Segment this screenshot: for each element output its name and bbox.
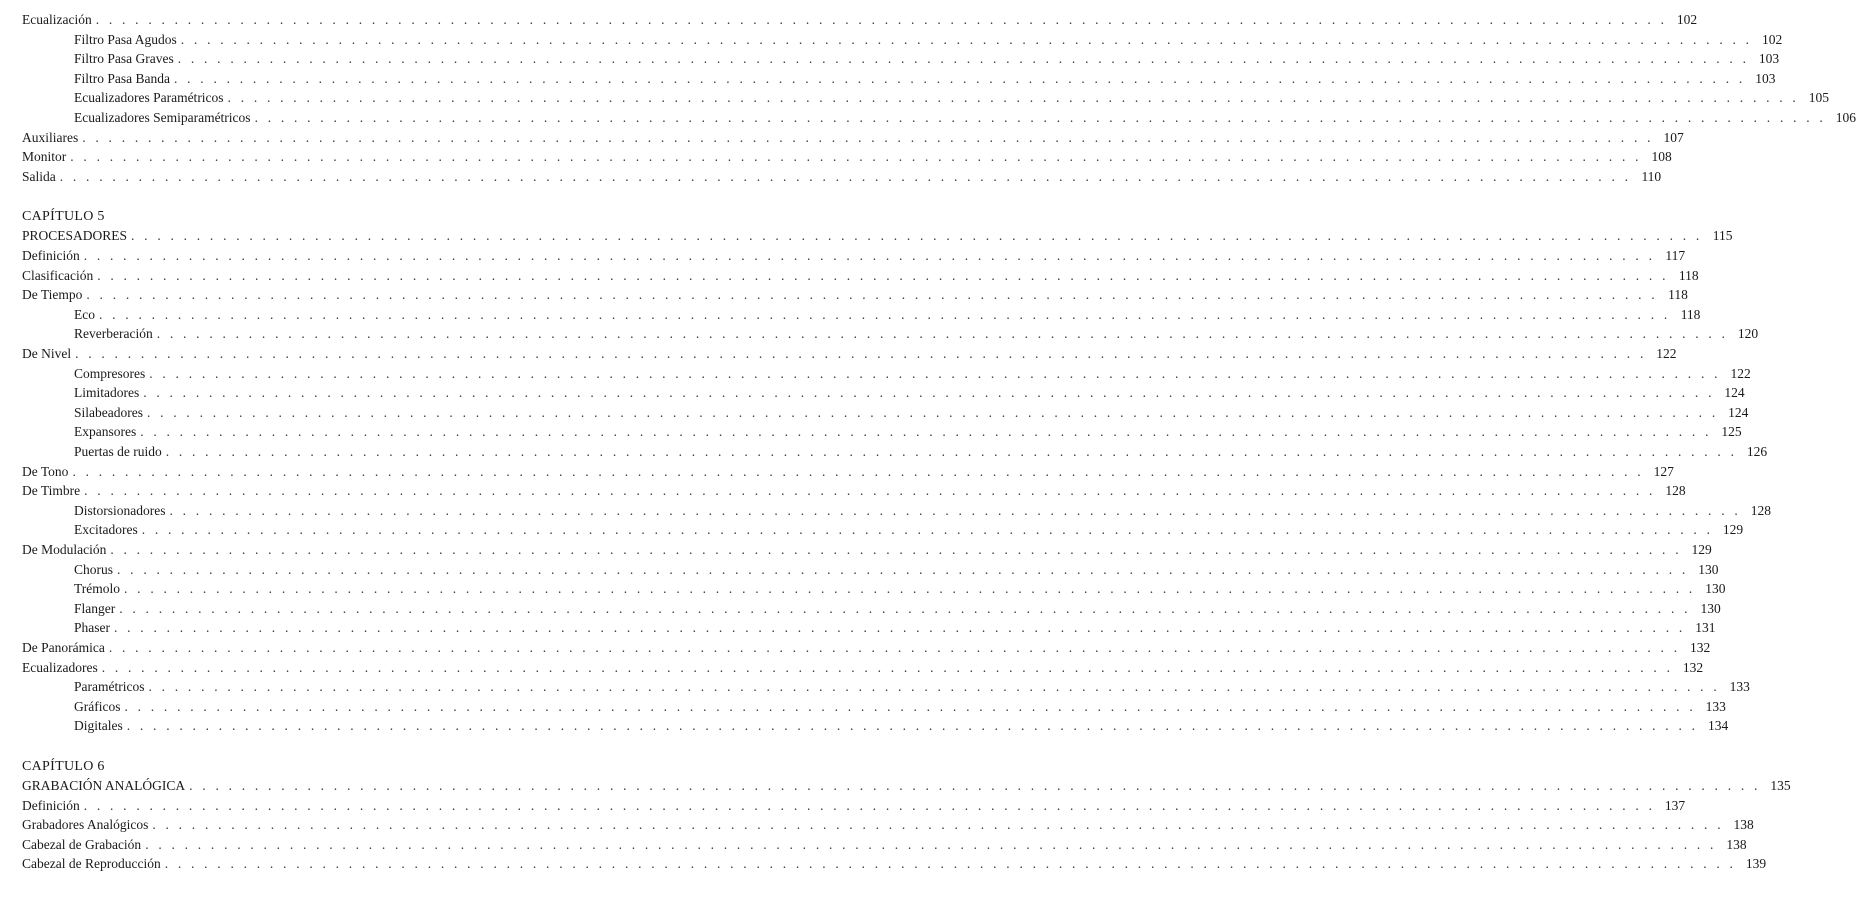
- toc-subentry: [74, 718, 1729, 736]
- page-number: 139: [1745, 856, 1767, 872]
- toc-subentry: [74, 404, 1749, 423]
- entry-label: Excitadores: [74, 522, 138, 538]
- entry-label: Salida: [22, 168, 56, 184]
- page-number: 103: [1758, 51, 1780, 67]
- chapter-heading: CAPÍTULO 5: [22, 209, 105, 225]
- toc-entry: [22, 12, 1698, 30]
- entry-label: Chorus: [74, 561, 114, 577]
- page-number: 125: [1721, 424, 1742, 440]
- entry-label: De Tiempo: [22, 287, 83, 303]
- entry-label: Distorsionadores: [74, 502, 166, 518]
- dot-leader: . . . . . . . . . . . . . . . . . . . . . . . . . . . . . . . . . . . . . . . . . . . . . . . . . . . . . . . . . . . . . . . . . . . . . . . . . . . . . . . . . . . . . . . . . . . . . . . . . . . . . . . . . . . . . . . . . . . . . . . .: [152, 817, 1724, 833]
- toc-subentry: [74, 326, 1759, 344]
- page-number: 118: [1680, 306, 1701, 322]
- toc-entry: [22, 778, 1791, 796]
- toc-entry: [22, 346, 1677, 364]
- entry-label: De Tono: [22, 463, 69, 479]
- page-number: 124: [1724, 385, 1745, 401]
- page-number: 128: [1665, 483, 1686, 499]
- page-number: 132: [1690, 640, 1711, 655]
- dot-leader: . . . . . . . . . . . . . . . . . . . . . . . . . . . . . . . . . . . . . . . . . . . . . . . . . . . . . . . . . . . . . . . . . . . . . . . . . . . . . . . . . . . . . . . . . . . . . . . . . . . . . . . . . . . . . . . . . . . . . . . .: [114, 620, 1686, 636]
- toc-entry: [22, 149, 1672, 167]
- toc-entry: [22, 168, 1662, 187]
- toc-entry: [22, 248, 1686, 266]
- dot-leader: . . . . . . . . . . . . . . . . . . . . . . . . . . . . . . . . . . . . . . . . . . . . . . . . . . . . . . . . . . . . . . . . . . . . . . . . . . . . . . . . . . . . . . . . . . . . . . . . . . . . . . . . . . . . . . . . . . . . . . . .: [70, 149, 1642, 165]
- page-number: 133: [1705, 698, 1726, 714]
- entry-label: Trémolo: [74, 581, 121, 597]
- dot-leader: . . . . . . . . . . . . . . . . . . . . . . . . . . . . . . . . . . . . . . . . . . . . . . . . . . . . . . . . . . . . . . . . . . . . . . . . . . . . . . . . . . . . . . . . . . . . . . . . . . . . . . . . . . . . . . . . . . . . . . . .: [99, 306, 1671, 322]
- entry-label: Definición: [22, 248, 80, 263]
- page-number: 130: [1698, 561, 1719, 577]
- page-number: 127: [1653, 463, 1674, 479]
- page-number: 129: [1722, 522, 1744, 538]
- toc-entry: [22, 542, 1712, 560]
- chapter-heading: CAPÍTULO 6: [22, 759, 105, 774]
- entry-label: Reverberación: [74, 326, 153, 342]
- dot-leader: . . . . . . . . . . . . . . . . . . . . . . . . . . . . . . . . . . . . . . . . . . . . . . . . . . . . . . . . . . . . . . . . . . . . . . . . . . . . . . . . . . . . . . . . . . . . . . . . . . . . . . . . . . . . . . . . . . . . . . . .: [164, 856, 1737, 872]
- entry-label: Expansores: [74, 424, 137, 440]
- toc-subentry: [74, 424, 1742, 442]
- page-number: 130: [1705, 581, 1726, 597]
- page-number: 103: [1755, 70, 1776, 86]
- page-number: 107: [1663, 129, 1684, 145]
- dot-leader: . . . . . . . . . . . . . . . . . . . . . . . . . . . . . . . . . . . . . . . . . . . . . . . . . . . . . . . . . . . . . . . . . . . . . . . . . . . . . . . . . . . . . . . . . . . . . . . . . . . . . . . . . . . . . . . . . . . . . . . .: [169, 502, 1741, 518]
- page-number: 130: [1700, 600, 1721, 616]
- entry-label: Silabeadores: [74, 404, 143, 420]
- page-number: 129: [1691, 542, 1712, 557]
- entry-label: Filtro Pasa Banda: [74, 70, 170, 86]
- page-number: 108: [1651, 149, 1672, 165]
- entry-label: Paramétricos: [74, 679, 145, 695]
- dot-leader: . . . . . . . . . . . . . . . . . . . . . . . . . . . . . . . . . . . . . . . . . . . . . . . . . . . . . . . . . . . . . . . . . . . . . . . . . . . . . . . . . . . . . . . . . . . . . . . . . . . . . . . . . . . . . . . . . . . . . . . .: [101, 659, 1674, 675]
- dot-leader: . . . . . . . . . . . . . . . . . . . . . . . . . . . . . . . . . . . . . . . . . . . . . . . . . . . . . . . . . . . . . . . . . . . . . . . . . . . . . . . . . . . . . . . . . . . . . . . . . . . . . . . . . . . . . . . . . . . . . . . .: [86, 287, 1658, 303]
- entry-label: Puertas de ruido: [74, 444, 162, 459]
- toc-entry: [22, 228, 1733, 246]
- page-number: 105: [1808, 90, 1829, 106]
- entry-label: Phaser: [74, 620, 110, 636]
- toc-subentry: [74, 306, 1701, 325]
- toc-subentry: [74, 561, 1719, 580]
- dot-leader: . . . . . . . . . . . . . . . . . . . . . . . . . . . . . . . . . . . . . . . . . . . . . . . . . . . . . . . . . . . . . . . . . . . . . . . . . . . . . . . . . . . . . . . . . . . . . . . . . . . . . . . . . . . . . . . . . . . . . . . .: [75, 346, 1647, 361]
- toc-subentry: [74, 600, 1721, 619]
- entry-label: Ecualizadores Paramétricos: [74, 90, 224, 106]
- toc-subentry: [74, 522, 1744, 540]
- entry-label: Grabadores Analógicos: [22, 817, 149, 833]
- entry-label: Eco: [74, 306, 95, 322]
- dot-leader: . . . . . . . . . . . . . . . . . . . . . . . . . . . . . . . . . . . . . . . . . . . . . . . . . . . . . . . . . . . . . . . . . . . . . . . . . . . . . . . . . . . . . . . . . . . . . . . . . . . . . . . . . . . . . . . . . . . . . . . .: [83, 248, 1656, 263]
- toc-subentry: [74, 620, 1716, 638]
- entry-label: Clasificación: [22, 267, 94, 283]
- toc-entry: [22, 640, 1711, 658]
- page-number: 122: [1656, 346, 1677, 361]
- page-number: 135: [1770, 778, 1791, 793]
- toc-subentry: [74, 679, 1750, 697]
- page-number: 122: [1730, 365, 1751, 381]
- entry-label: Limitadores: [74, 385, 140, 401]
- dot-leader: . . . . . . . . . . . . . . . . . . . . . . . . . . . . . . . . . . . . . . . . . . . . . . . . . . . . . . . . . . . . . . . . . . . . . . . . . . . . . . . . . . . . . . . . . . . . . . . . . . . . . . . . . . . . . . . . . . . . . . . .: [95, 12, 1668, 27]
- page-number: 138: [1733, 817, 1754, 833]
- entry-label: Filtro Pasa Graves: [74, 51, 174, 67]
- entry-label: Cabezal de Reproducción: [22, 856, 161, 872]
- entry-label: PROCESADORES: [22, 228, 128, 244]
- toc-entry: [22, 856, 1767, 874]
- dot-leader: . . . . . . . . . . . . . . . . . . . . . . . . . . . . . . . . . . . . . . . . . . . . . . . . . . . . . . . . . . . . . . . . . . . . . . . . . . . . . . . . . . . . . . . . . . . . . . . . . . . . . . . . . . . . . . . . . . . . . . . .: [124, 581, 1696, 597]
- page-number: 128: [1750, 502, 1771, 518]
- toc-entry: [22, 817, 1754, 835]
- dot-leader: . . . . . . . . . . . . . . . . . . . . . . . . . . . . . . . . . . . . . . . . . . . . . . . . . . . . . . . . . . . . . . . . . . . . . . . . . . . . . . . . . . . . . . . . . . . . . . . . . . . . . . . . . . . . . . . . . . . . . . . .: [148, 679, 1720, 695]
- dot-leader: . . . . . . . . . . . . . . . . . . . . . . . . . . . . . . . . . . . . . . . . . . . . . . . . . . . . . . . . . . . . . . . . . . . . . . . . . . . . . . . . . . . . . . . . . . . . . . . . . . . . . . . . . . . . . . . . . . . . . . . .: [165, 444, 1738, 459]
- dot-leader: . . . . . . . . . . . . . . . . . . . . . . . . . . . . . . . . . . . . . . . . . . . . . . . . . . . . . . . . . . . . . . . . . . . . . . . . . . . . . . . . . . . . . . . . . . . . . . . . . . . . . . . . . . . . . . . . . . . . . . . .: [126, 718, 1699, 734]
- page-number: 102: [1761, 31, 1783, 47]
- dot-leader: . . . . . . . . . . . . . . . . . . . . . . . . . . . . . . . . . . . . . . . . . . . . . . . . . . . . . . . . . . . . . . . . . . . . . . . . . . . . . . . . . . . . . . . . . . . . . . . . . . . . . . . . . . . . . . . . . . . . . . . .: [97, 267, 1669, 283]
- dot-leader: . . . . . . . . . . . . . . . . . . . . . . . . . . . . . . . . . . . . . . . . . . . . . . . . . . . . . . . . . . . . . . . . . . . . . . . . . . . . . . . . . . . . . . . . . . . . . . . . . . . . . . . . . . . . . . . . . . . . . . . .: [124, 698, 1696, 714]
- toc-entry: [22, 267, 1699, 286]
- entry-label: Definición: [22, 797, 80, 813]
- dot-leader: . . . . . . . . . . . . . . . . . . . . . . . . . . . . . . . . . . . . . . . . . . . . . . . . . . . . . . . . . . . . . . . . . . . . . . . . . . . . . . . . . . . . . . . . . . . . . . . . . . . . . . . . . . . . . . . . . . . . . . . .: [254, 110, 1826, 125]
- toc-subentry: [74, 502, 1771, 521]
- dot-leader: . . . . . . . . . . . . . . . . . . . . . . . . . . . . . . . . . . . . . . . . . . . . . . . . . . . . . . . . . . . . . . . . . . . . . . . . . . . . . . . . . . . . . . . . . . . . . . . . . . . . . . . . . . . . . . . . . . . . . . . .: [143, 385, 1715, 401]
- entry-label: Cabezal de Grabación: [22, 836, 142, 852]
- dot-leader: . . . . . . . . . . . . . . . . . . . . . . . . . . . . . . . . . . . . . . . . . . . . . . . . . . . . . . . . . . . . . . . . . . . . . . . . . . . . . . . . . . . . . . . . . . . . . . . . . . . . . . . . . . . . . . . . . . . . . . . .: [189, 778, 1761, 793]
- toc-subentry: [74, 365, 1751, 384]
- toc-entry: [22, 287, 1688, 305]
- entry-label: Ecualización: [22, 12, 92, 27]
- dot-leader: . . . . . . . . . . . . . . . . . . . . . . . . . . . . . . . . . . . . . . . . . . . . . . . . . . . . . . . . . . . . . . . . . . . . . . . . . . . . . . . . . . . . . . . . . . . . . . . . . . . . . . . . . . . . . . . . . . . . . . . .: [180, 31, 1753, 47]
- page-number: 120: [1737, 326, 1759, 342]
- dot-leader: . . . . . . . . . . . . . . . . . . . . . . . . . . . . . . . . . . . . . . . . . . . . . . . . . . . . . . . . . . . . . . . . . . . . . . . . . . . . . . . . . . . . . . . . . . . . . . . . . . . . . . . . . . . . . . . . . . . . . . . .: [83, 797, 1656, 813]
- dot-leader: . . . . . . . . . . . . . . . . . . . . . . . . . . . . . . . . . . . . . . . . . . . . . . . . . . . . . . . . . . . . . . . . . . . . . . . . . . . . . . . . . . . . . . . . . . . . . . . . . . . . . . . . . . . . . . . . . . . . . . . .: [227, 90, 1799, 106]
- entry-label: De Nivel: [22, 346, 72, 361]
- entry-label: Monitor: [22, 149, 67, 165]
- toc-subentry: [74, 110, 1856, 128]
- page-number: 106: [1835, 110, 1856, 125]
- page-number: 117: [1665, 248, 1686, 263]
- page-number: 137: [1664, 797, 1686, 813]
- toc-subentry: [74, 385, 1745, 403]
- dot-leader: . . . . . . . . . . . . . . . . . . . . . . . . . . . . . . . . . . . . . . . . . . . . . . . . . . . . . . . . . . . . . . . . . . . . . . . . . . . . . . . . . . . . . . . . . . . . . . . . . . . . . . . . . . . . . . . . . . . . . . . .: [140, 424, 1712, 440]
- toc-subentry: [74, 581, 1726, 599]
- toc-subentry: [74, 698, 1726, 717]
- dot-leader: . . . . . . . . . . . . . . . . . . . . . . . . . . . . . . . . . . . . . . . . . . . . . . . . . . . . . . . . . . . . . . . . . . . . . . . . . . . . . . . . . . . . . . . . . . . . . . . . . . . . . . . . . . . . . . . . . . . . . . . .: [119, 600, 1691, 616]
- toc-subentry: [74, 90, 1829, 108]
- entry-label: Filtro Pasa Agudos: [74, 31, 177, 47]
- dot-leader: . . . . . . . . . . . . . . . . . . . . . . . . . . . . . . . . . . . . . . . . . . . . . . . . . . . . . . . . . . . . . . . . . . . . . . . . . . . . . . . . . . . . . . . . . . . . . . . . . . . . . . . . . . . . . . . . . . . . . . . .: [141, 522, 1714, 538]
- dot-leader: . . . . . . . . . . . . . . . . . . . . . . . . . . . . . . . . . . . . . . . . . . . . . . . . . . . . . . . . . . . . . . . . . . . . . . . . . . . . . . . . . . . . . . . . . . . . . . . . . . . . . . . . . . . . . . . . . . . . . . . .: [145, 836, 1717, 852]
- entry-label: Gráficos: [74, 698, 121, 714]
- page-number: 118: [1678, 267, 1699, 283]
- page-number: 132: [1682, 659, 1704, 675]
- page-number: 131: [1695, 620, 1716, 636]
- dot-leader: . . . . . . . . . . . . . . . . . . . . . . . . . . . . . . . . . . . . . . . . . . . . . . . . . . . . . . . . . . . . . . . . . . . . . . . . . . . . . . . . . . . . . . . . . . . . . . . . . . . . . . . . . . . . . . . . . . . . . . . .: [84, 483, 1656, 499]
- dot-leader: . . . . . . . . . . . . . . . . . . . . . . . . . . . . . . . . . . . . . . . . . . . . . . . . . . . . . . . . . . . . . . . . . . . . . . . . . . . . . . . . . . . . . . . . . . . . . . . . . . . . . . . . . . . . . . . . . . . . . . . .: [117, 561, 1689, 577]
- toc-entry: [22, 659, 1704, 678]
- entry-label: Digitales: [74, 718, 123, 734]
- page-number: 133: [1729, 679, 1750, 695]
- dot-leader: . . . . . . . . . . . . . . . . . . . . . . . . . . . . . . . . . . . . . . . . . . . . . . . . . . . . . . . . . . . . . . . . . . . . . . . . . . . . . . . . . . . . . . . . . . . . . . . . . . . . . . . . . . . . . . . . . . . . . . . .: [108, 640, 1681, 655]
- entry-label: Auxiliares: [22, 129, 79, 145]
- toc-subentry: [74, 51, 1780, 69]
- entry-label: Flanger: [74, 600, 116, 616]
- dot-leader: . . . . . . . . . . . . . . . . . . . . . . . . . . . . . . . . . . . . . . . . . . . . . . . . . . . . . . . . . . . . . . . . . . . . . . . . . . . . . . . . . . . . . . . . . . . . . . . . . . . . . . . . . . . . . . . . . . . . . . . .: [110, 542, 1682, 557]
- page-number: 124: [1728, 404, 1749, 420]
- dot-leader: . . . . . . . . . . . . . . . . . . . . . . . . . . . . . . . . . . . . . . . . . . . . . . . . . . . . . . . . . . . . . . . . . . . . . . . . . . . . . . . . . . . . . . . . . . . . . . . . . . . . . . . . . . . . . . . . . . . . . . . .: [146, 404, 1719, 420]
- toc-subentry: [74, 444, 1768, 462]
- entry-label: Ecualizadores Semiparamétricos: [74, 110, 251, 125]
- toc-entry: [22, 483, 1686, 501]
- page-number: 138: [1726, 836, 1747, 852]
- page-number: 110: [1641, 168, 1662, 184]
- dot-leader: . . . . . . . . . . . . . . . . . . . . . . . . . . . . . . . . . . . . . . . . . . . . . . . . . . . . . . . . . . . . . . . . . . . . . . . . . . . . . . . . . . . . . . . . . . . . . . . . . . . . . . . . . . . . . . . . . . . . . . . .: [177, 51, 1750, 67]
- dot-leader: . . . . . . . . . . . . . . . . . . . . . . . . . . . . . . . . . . . . . . . . . . . . . . . . . . . . . . . . . . . . . . . . . . . . . . . . . . . . . . . . . . . . . . . . . . . . . . . . . . . . . . . . . . . . . . . . . . . . . . . .: [72, 463, 1644, 479]
- toc-entry: [22, 836, 1747, 855]
- dot-leader: . . . . . . . . . . . . . . . . . . . . . . . . . . . . . . . . . . . . . . . . . . . . . . . . . . . . . . . . . . . . . . . . . . . . . . . . . . . . . . . . . . . . . . . . . . . . . . . . . . . . . . . . . . . . . . . . . . . . . . . .: [174, 70, 1746, 86]
- entry-label: De Timbre: [22, 483, 81, 499]
- dot-leader: . . . . . . . . . . . . . . . . . . . . . . . . . . . . . . . . . . . . . . . . . . . . . . . . . . . . . . . . . . . . . . . . . . . . . . . . . . . . . . . . . . . . . . . . . . . . . . . . . . . . . . . . . . . . . . . . . . . . . . . .: [149, 365, 1721, 381]
- toc-entry: [22, 797, 1686, 816]
- entry-label: De Modulación: [22, 542, 107, 557]
- dot-leader: . . . . . . . . . . . . . . . . . . . . . . . . . . . . . . . . . . . . . . . . . . . . . . . . . . . . . . . . . . . . . . . . . . . . . . . . . . . . . . . . . . . . . . . . . . . . . . . . . . . . . . . . . . . . . . . . . . . . . . . .: [59, 168, 1632, 184]
- page-number: 134: [1707, 718, 1729, 734]
- toc-entry: [22, 129, 1684, 148]
- toc-subentry: [74, 31, 1783, 50]
- dot-leader: . . . . . . . . . . . . . . . . . . . . . . . . . . . . . . . . . . . . . . . . . . . . . . . . . . . . . . . . . . . . . . . . . . . . . . . . . . . . . . . . . . . . . . . . . . . . . . . . . . . . . . . . . . . . . . . . . . . . . . . .: [82, 129, 1654, 145]
- dot-leader: . . . . . . . . . . . . . . . . . . . . . . . . . . . . . . . . . . . . . . . . . . . . . . . . . . . . . . . . . . . . . . . . . . . . . . . . . . . . . . . . . . . . . . . . . . . . . . . . . . . . . . . . . . . . . . . . . . . . . . . .: [131, 228, 1703, 244]
- entry-label: De Panorámica: [22, 640, 105, 655]
- toc-subentry: [74, 70, 1776, 89]
- entry-label: GRABACIÓN ANALÓGICA: [22, 778, 186, 793]
- dot-leader: . . . . . . . . . . . . . . . . . . . . . . . . . . . . . . . . . . . . . . . . . . . . . . . . . . . . . . . . . . . . . . . . . . . . . . . . . . . . . . . . . . . . . . . . . . . . . . . . . . . . . . . . . . . . . . . . . . . . . . . .: [156, 326, 1729, 342]
- page-number: 102: [1676, 12, 1698, 27]
- entry-label: Ecualizadores: [22, 659, 98, 675]
- entry-label: Compresores: [74, 365, 146, 381]
- page-number: 118: [1668, 287, 1688, 303]
- page-number: 126: [1746, 444, 1768, 459]
- toc-entry: [22, 463, 1674, 482]
- page-number: 115: [1712, 228, 1733, 244]
